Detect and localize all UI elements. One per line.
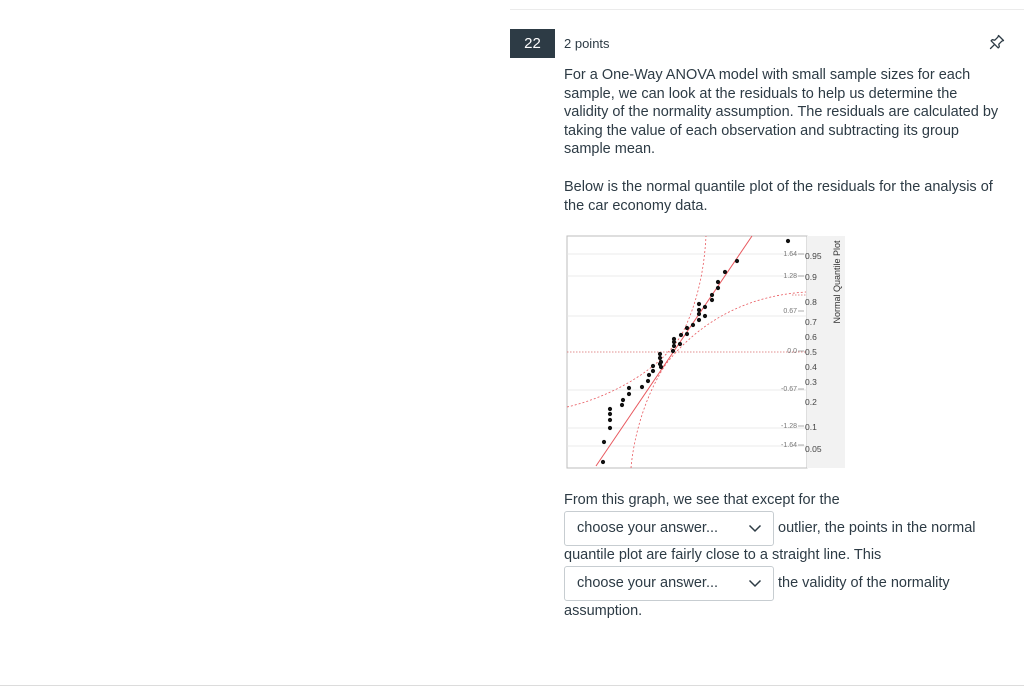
residual-point bbox=[697, 302, 701, 306]
residual-point bbox=[640, 385, 644, 389]
residual-point bbox=[691, 323, 695, 327]
residual-point bbox=[671, 349, 675, 353]
z-tick-label: 1.28 bbox=[783, 273, 797, 280]
residual-point bbox=[710, 298, 714, 302]
residual-point bbox=[685, 326, 689, 330]
z-tick-label: 0.0 bbox=[787, 348, 797, 355]
residual-point bbox=[647, 373, 651, 377]
answer-line-2-suffix: outlier, the points in the normal bbox=[778, 520, 976, 536]
residual-point bbox=[786, 239, 790, 243]
residual-point bbox=[620, 403, 624, 407]
pin-icon[interactable] bbox=[988, 33, 1006, 51]
residual-point bbox=[703, 305, 707, 309]
p-tick-label: 0.6 bbox=[805, 332, 817, 342]
plot-title: Normal Quantile Plot bbox=[832, 240, 842, 324]
residual-point bbox=[659, 360, 663, 364]
residual-point bbox=[627, 392, 631, 396]
chevron-down-icon bbox=[748, 524, 762, 533]
p-tick-label: 0.95 bbox=[805, 251, 822, 261]
p-tick-label: 0.7 bbox=[805, 317, 817, 327]
residual-point bbox=[716, 286, 720, 290]
residual-point bbox=[627, 386, 631, 390]
answer-line-5: assumption. bbox=[564, 603, 643, 619]
question-paragraph-2: Below is the normal quantile plot of the residuals for the analysis of the car economy data. bbox=[564, 179, 993, 214]
residual-point bbox=[703, 314, 707, 318]
answer-line-4-suffix: the validity of the normality bbox=[778, 575, 950, 591]
answer-line-3: quantile plot are fairly close to a straight line. This bbox=[564, 547, 882, 563]
answer-select-2-value: choose your answer... bbox=[577, 575, 719, 591]
chevron-down-icon bbox=[748, 579, 762, 588]
top-divider bbox=[510, 9, 1024, 10]
residual-point bbox=[608, 412, 612, 416]
residual-point bbox=[659, 365, 663, 369]
residual-point bbox=[608, 407, 612, 411]
residual-point bbox=[672, 337, 676, 341]
residual-point bbox=[697, 318, 701, 322]
residual-point bbox=[658, 352, 662, 356]
p-tick-label: 0.2 bbox=[805, 397, 817, 407]
residual-point bbox=[685, 332, 689, 336]
question-points: 2 points bbox=[564, 36, 610, 51]
z-tick-label: -1.28 bbox=[781, 423, 797, 430]
residual-point bbox=[608, 418, 612, 422]
residual-point bbox=[651, 369, 655, 373]
residual-point bbox=[672, 344, 676, 348]
p-tick-label: 0.1 bbox=[805, 422, 817, 432]
residual-point bbox=[646, 379, 650, 383]
answer-select-1-value: choose your answer... bbox=[577, 520, 719, 536]
question-paragraph-1: For a One-Way ANOVA model with small sample sizes for each sample, we can look at the residuals to help us determine the validity of the normality assumption. The residuals are calculated by taking the value of each observation and subtracting its group sample mean. bbox=[564, 67, 999, 157]
normal-quantile-plot bbox=[566, 234, 846, 469]
z-tick-label: 1.64 bbox=[783, 251, 797, 258]
residual-point bbox=[716, 280, 720, 284]
residual-point bbox=[678, 342, 682, 346]
residual-point bbox=[621, 398, 625, 402]
z-tick-label: -1.64 bbox=[781, 442, 797, 449]
answer-line-1: From this graph, we see that except for the bbox=[564, 492, 840, 508]
p-tick-label: 0.8 bbox=[805, 297, 817, 307]
residual-point bbox=[697, 312, 701, 316]
residual-point bbox=[602, 440, 606, 444]
z-tick-label: 0.67 bbox=[783, 308, 797, 315]
residual-point bbox=[697, 308, 701, 312]
residual-point bbox=[710, 293, 714, 297]
residual-point bbox=[658, 356, 662, 360]
answer-select-2[interactable] bbox=[564, 566, 774, 601]
residual-point bbox=[608, 426, 612, 430]
residual-point bbox=[735, 259, 739, 263]
bottom-divider bbox=[0, 685, 1024, 686]
p-tick-label: 0.05 bbox=[805, 444, 822, 454]
p-tick-label: 0.9 bbox=[805, 272, 817, 282]
z-tick-label: -0.67 bbox=[781, 386, 797, 393]
residual-point bbox=[651, 364, 655, 368]
residual-point bbox=[723, 270, 727, 274]
p-tick-label: 0.3 bbox=[805, 377, 817, 387]
residual-point bbox=[601, 460, 605, 464]
p-tick-label: 0.5 bbox=[805, 347, 817, 357]
answer-select-1[interactable] bbox=[564, 511, 774, 546]
question-number-badge: 22 bbox=[510, 29, 555, 58]
residual-point bbox=[679, 333, 683, 337]
p-tick-label: 0.4 bbox=[805, 362, 817, 372]
